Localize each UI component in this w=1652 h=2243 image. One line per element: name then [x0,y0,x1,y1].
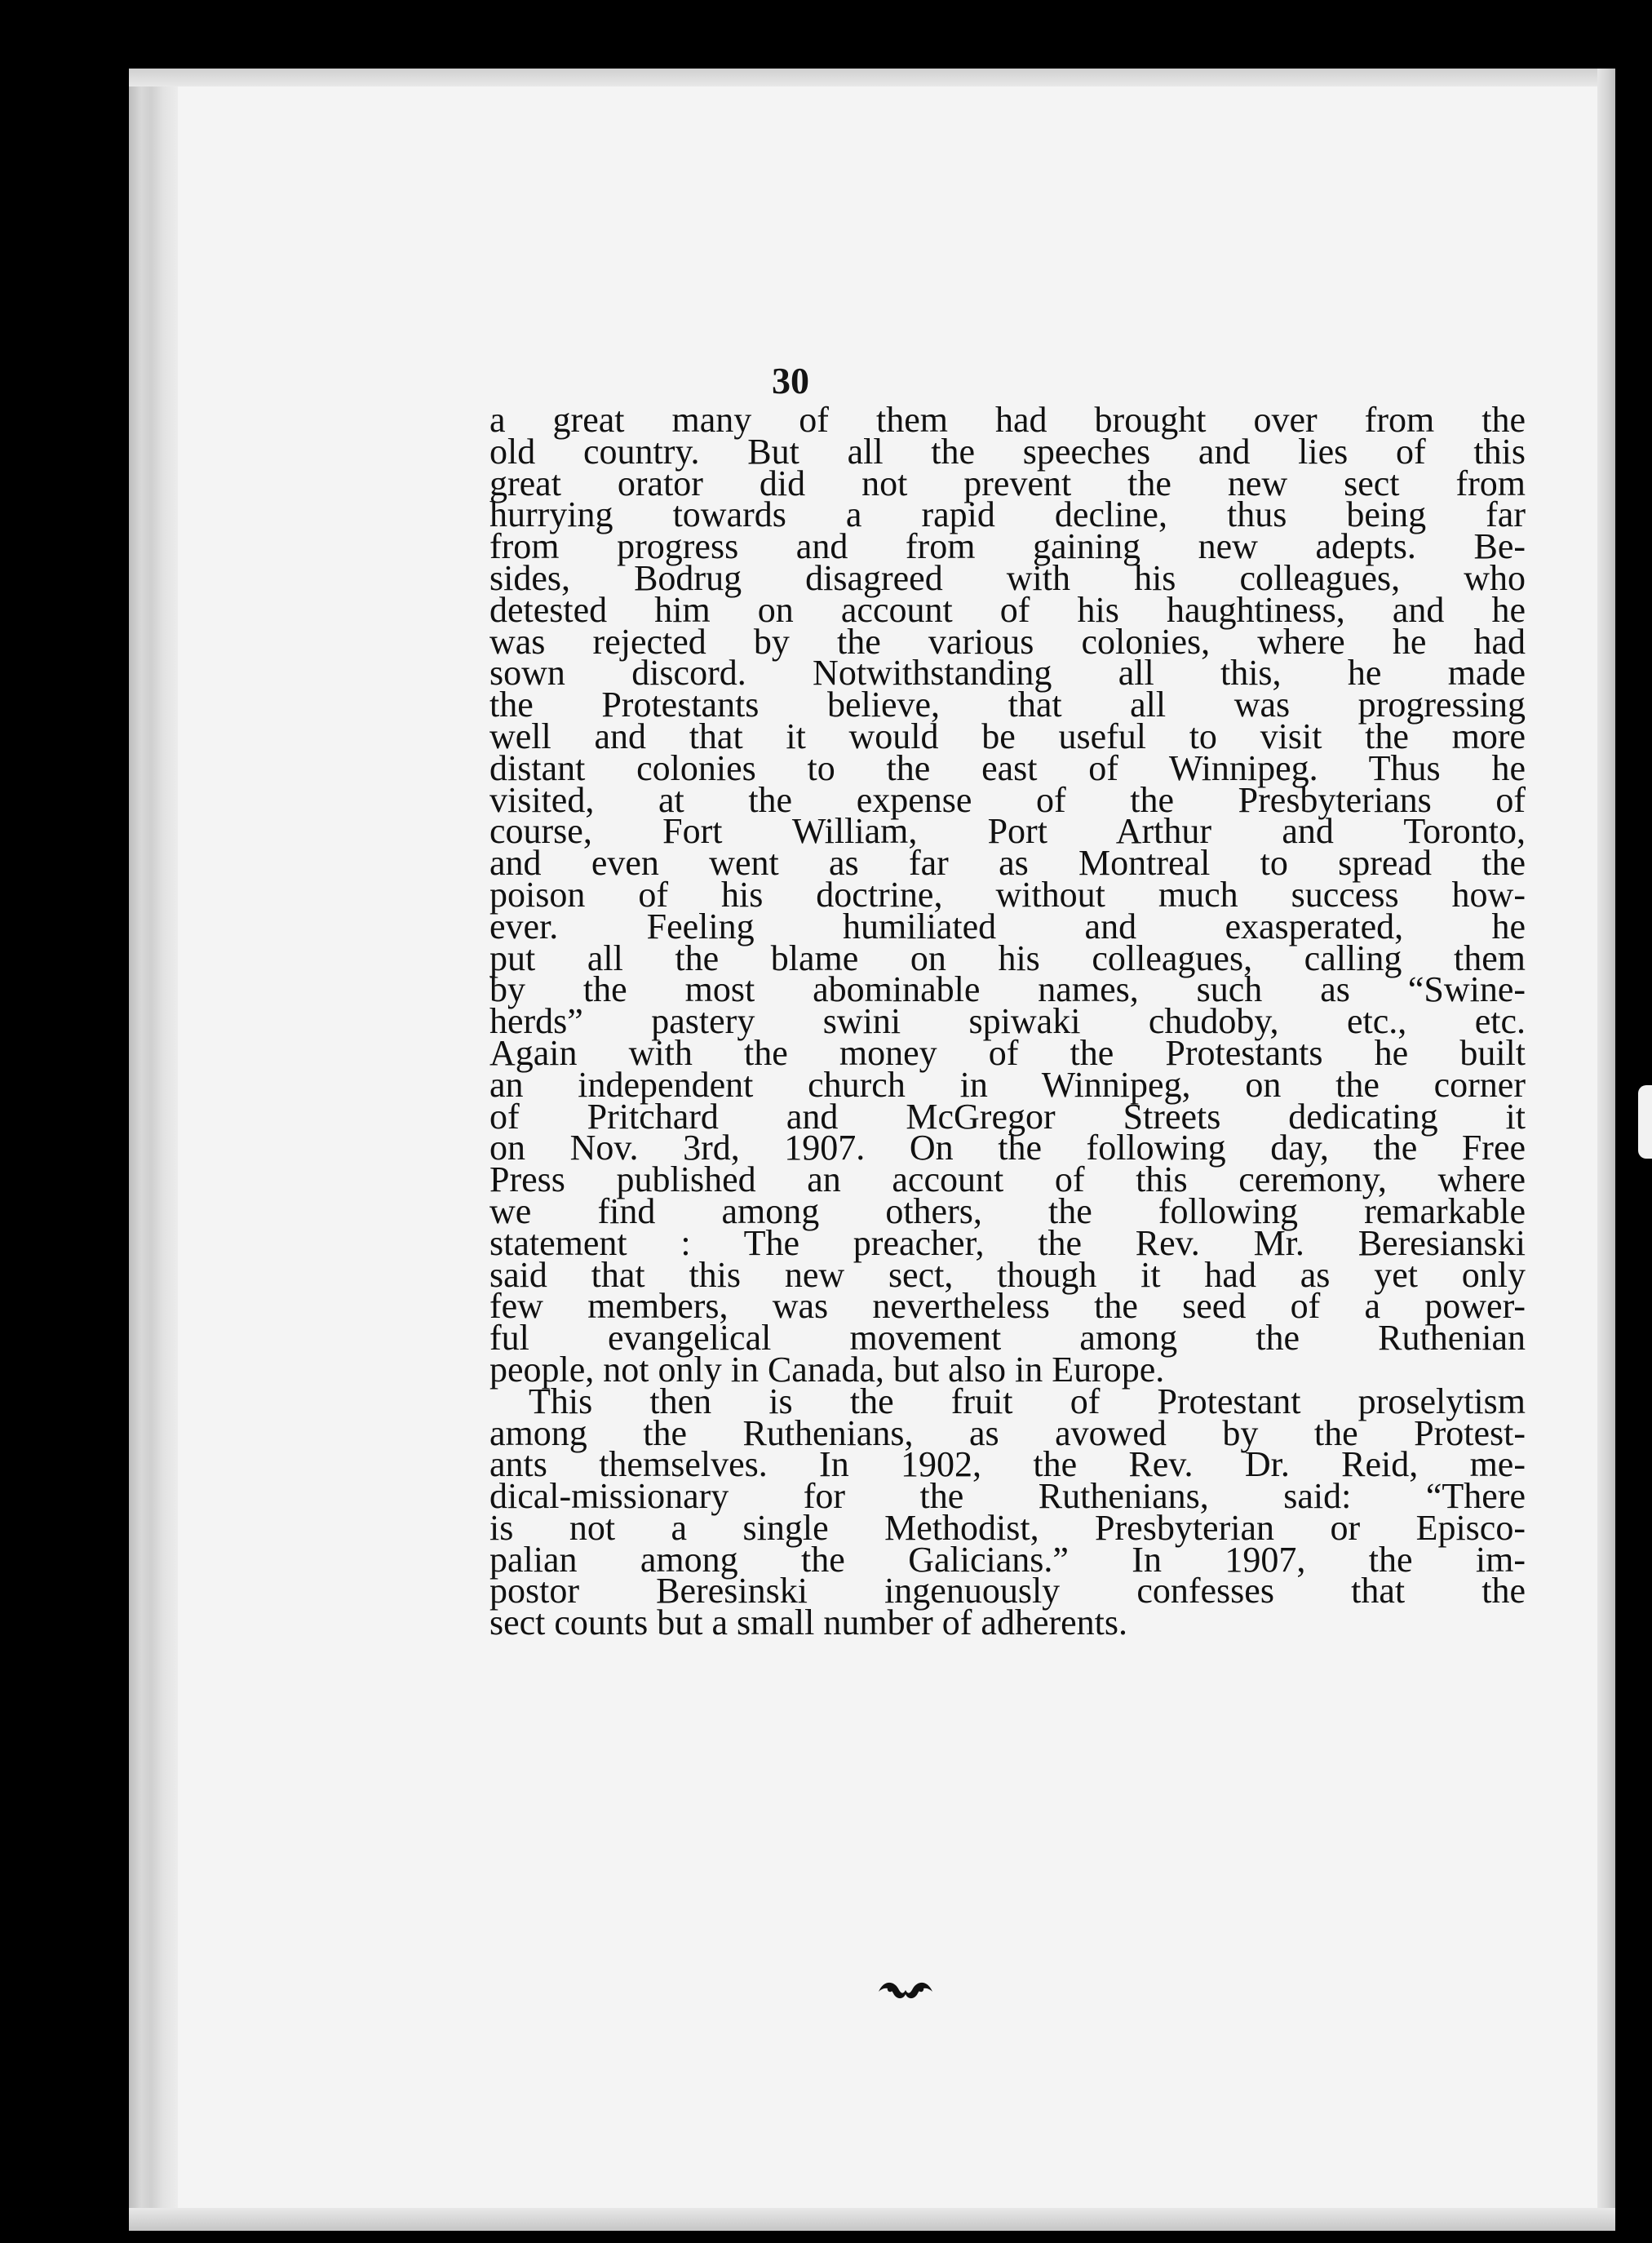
page [129,69,1615,2231]
text-line: great orator did not prevent the new sect from [489,463,1526,503]
text-line: from progress and from gaining new adepts. Be- [489,526,1526,567]
text-line: and even went as far as Montreal to spread the [489,843,1526,884]
text-line: is not a single Methodist, Presbyterian or Episco- [489,1507,1526,1548]
page-right-edge [1597,69,1615,2231]
text-line: Press published an account of this ceremony, where [489,1159,1526,1200]
text-line: sown discord. Notwithstanding all this, he made [489,653,1526,694]
text-line: old country. But all the speeches and lies of this [489,431,1526,472]
text-line: ants themselves. In 1902, the Rev. Dr. Reid, me- [489,1444,1526,1485]
text-line: poison of his doctrine, without much success how- [489,874,1526,915]
text-line: dical-missionary for the Ruthenians, said: “There [489,1476,1526,1517]
page-number: 30 [772,360,809,401]
text-line: the Protestants believe, that all was progressing [489,685,1526,725]
text-line: sect counts but a small number of adherents. [489,1602,1128,1643]
text-line: ful evangelical movement among the Ruthenian [489,1318,1526,1359]
text-line: we find among others, the following remarkable [489,1190,1526,1231]
text-line: hurrying towards a rapid decline, thus being far [489,494,1526,535]
text-line: by the most abominable names, such as “Swine- [489,969,1526,1010]
text-line: herds” pastery swini spiwaki chudoby, etc., etc. [489,1001,1526,1042]
tailpiece-ornament-icon [875,1978,936,2002]
text-line: detested him on account of his haughtiness, and he [489,589,1526,630]
text-line: people, not only in Canada, but also in Europe. [489,1349,1165,1390]
text-line: on Nov. 3rd, 1907. On the following day, the Free [489,1128,1526,1168]
page-bottom-edge [129,2208,1615,2231]
body-text [489,400,1526,1643]
text-line: ever. Feeling humiliated and exasperated, he [489,906,1526,946]
text-line: said that this new sect, though it had as yet only [489,1254,1526,1295]
text-line: an independent church in Winnipeg, on the corner [489,1064,1526,1105]
page-top-edge [129,69,1615,86]
page-edge-tab [1638,1085,1652,1159]
text-line: well and that it would be useful to visit the more [489,716,1526,756]
text-line: This then is the fruit of Protestant proselytism [529,1381,1526,1421]
text-line: among the Ruthenians, as avowed by the Protest- [489,1412,1526,1453]
text-line: put all the blame on his colleagues, calling them [489,938,1526,978]
text-line: palian among the Galicians.” In 1907, the im- [489,1539,1526,1580]
text-line: of Pritchard and McGregor Streets dedicating it [489,1096,1526,1137]
text-line: visited, at the expense of the Presbyterians of [489,779,1526,820]
text-line: was rejected by the various colonies, where he had [489,621,1526,662]
text-line: course, Fort William, Port Arthur and Toronto, [489,811,1526,852]
text-line: sides, Bodrug disagreed with his colleagues, who [489,557,1526,598]
text-line: postor Beresinski ingenuously confesses that the [489,1571,1526,1611]
text-line: distant colonies to the east of Winnipeg. Thus he [489,747,1526,788]
text-line: Again with the money of the Protestants he built [489,1032,1526,1073]
text-line: statement : The preacher, the Rev. Mr. Beresianski [489,1222,1526,1263]
text-line: few members, was nevertheless the seed of a power- [489,1286,1526,1327]
text-line: a great many of them had brought over from the [489,400,1526,440]
